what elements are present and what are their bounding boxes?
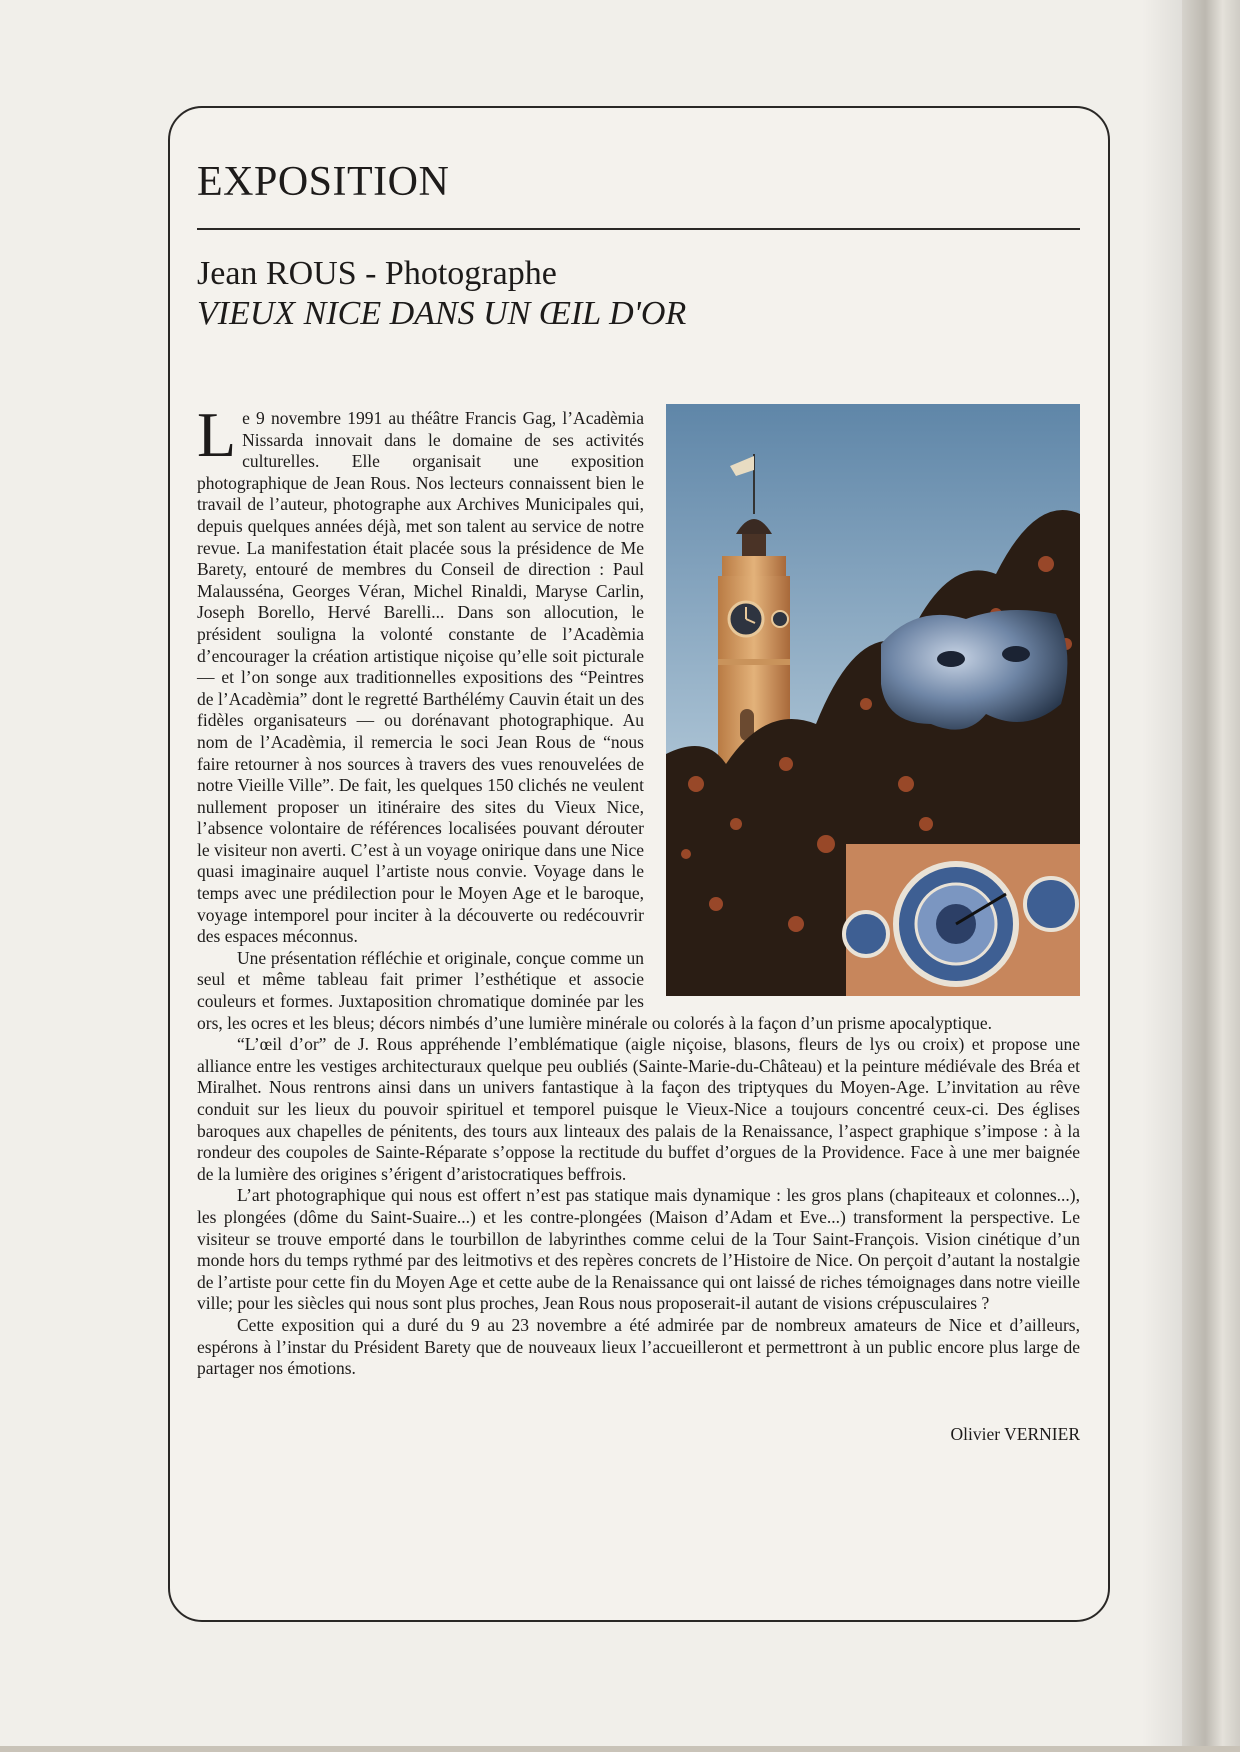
- article-body: [197, 399, 1080, 1380]
- author-signature: Olivier VERNIER: [950, 1423, 1080, 1444]
- paragraph-5: Cette exposition qui a duré du 9 au 23 novembre a été admirée par de nombreux amateurs de Nice et d’ailleurs, espérons à l’instar du Président Barety que de nouveaux lieux l’accueilleront et permettront à un public encore plus large de partager nos émotions.: [197, 1314, 1080, 1379]
- paragraph-3: “L’œil d’or” de J. Rous appréhende l’emblématique (aigle niçoise, blasons, fleurs de lys ou croix) et propose une alliance entre les vestiges architecturaux quelque peu oubliés (Sainte-Marie-du-Château) et la peinture médiévale des Bréa et Miralhet. Nous rentrons ainsi dans un univers fantastique à la façon des triptyques du Moyen-Age. L’invitation au rêve conduit sur les lieux du pouvoir spirituel et temporel puisque le Vieux-Nice a toujours concentré ceux-ci. Des églises baroques aux chapelles de pénitents, des tours aux linteaux des palais de la Renaissance, l’aspect graphique s’impose : à la rondeur des coupoles de Sainte-Réparate s’oppose la rectitude du buffet d’orgues de la Providence. Face à une mer baignée de la lumière des origines s’érigent d’aristocratiques beffrois.: [197, 1034, 1080, 1184]
- paragraph-2: Une présentation réfléchie et originale, conçue comme un seul et même tableau fait primer l’esthétique et associe couleurs et formes. Juxtaposition chromatique dominée par les ors, les ocres et les bleus; décors nimbés d’une lumière minérale ou colorés à la façon d’un prisme apocalyptique.: [197, 947, 993, 1033]
- section-label: EXPOSITION: [197, 159, 450, 205]
- paragraph-4: L’art photographique qui nous est offert n’est pas statique mais dynamique : les gros plans (chapiteaux et colonnes...), les plongées (dôme du Saint-Suaire...) et les contre-plongées (Maison d’Adam et Eve...) transforment la perspective. Le visiteur se trouve emporté dans le tourbillon de labyrinthes comme celui de la Tour Saint-François. Vision cinétique d’un monde hors du temps rythmé par des leitmotivs et des repères concrets de l’Histoire de Nice. On perçoit d’autant la nostalgie de l’artiste pour cette fin du Moyen Age et cette aube de la Renaissance qui ont laissé de riches témoignages dans notre vieille ville; pour les siècles qui nous sont plus proches, Jean Rous nous proposerait-il autant de visions crépusculaires ?: [197, 1185, 1080, 1314]
- article-title: Jean ROUS - Photographe: [197, 255, 557, 292]
- paragraph-1: Le 9 novembre 1991 au théâtre Francis Gag, l’Acadèmia Nissarda innovait dans le domaine de ses activités culturelles. Elle organisait une exposition photographique de Jean Rous. Nos lecteurs connaissent bien le travail de l’auteur, photographe aux Archives Municipales qui, depuis quelques années déjà, met son talent au service de notre revue. La manifestation était placée sous la présidence de Me Barety, entouré de membres du Conseil de direction : Paul Malausséna, Georges Véran, Michel Rinaldi, Maryse Carlin, Joseph Borello, Hervé Barelli... Dans son allocution, le président souligna la volonté constante de l’Acadèmia d’encourager la création artistique niçoise qu’elle soit picturale — et l’on songe aux traditionnelles expositions des “Peintres de l’Acadèmia” dont le regretté Barthélémy Cauvin était un des fidèles organisateurs — ou dorénavant photographique. Au nom de l’Acadèmia, il remercia le soci Jean Rous de “nous faire retourner à nos sources à travers des vues renouvelées de notre Vieille Ville”. De fait, les quelques 150 clichés ne veulent nullement proposer un itinéraire des sites du Vieux Nice, l’absence volontaire de références localisées pouvant dérouter le visiteur non averti. C’est à un voyage onirique dans une Nice quasi imaginaire auquel l’artiste nous convie. Voyage dans le temps avec une prédilection pour le Moyen Age et le baroque, voyage intemporel pour inciter à la découverte ou redécouvrir des espaces méconnus.: [197, 399, 644, 947]
- article-subtitle: VIEUX NICE DANS UN ŒIL D'OR: [197, 295, 687, 332]
- header-rule: [197, 228, 1080, 230]
- article-content: [197, 160, 1080, 1445]
- page-shadow: [1142, 0, 1182, 1752]
- photo-astro-clock-small: [844, 912, 888, 956]
- photo-collage: [666, 404, 1080, 996]
- photo-tower-top: [722, 556, 786, 576]
- photo-tower-lantern: [742, 534, 766, 556]
- drop-cap: L: [197, 399, 237, 470]
- page-edge: [1182, 0, 1240, 1752]
- bottom-strip: [0, 1746, 1240, 1752]
- photo-mask: [881, 610, 1067, 730]
- photo-tower-clock-side: [772, 611, 788, 627]
